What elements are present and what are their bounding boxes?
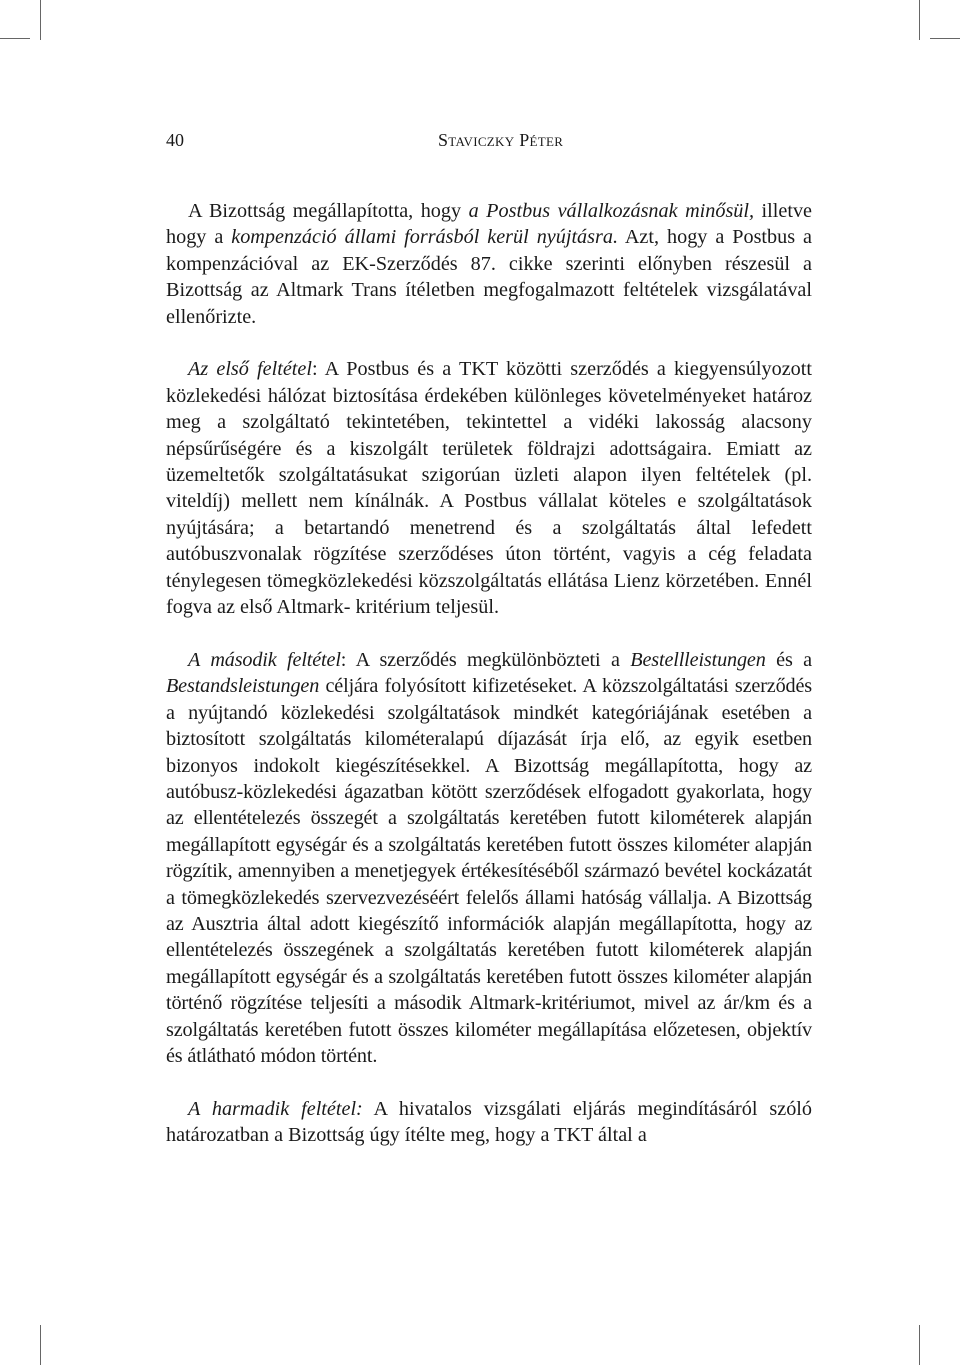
italic-run: a Postbus vállalkozásnak minősül, [468,200,755,222]
paragraph [166,198,812,330]
crop-mark [40,0,41,40]
text-run: illetve hogy a [166,200,813,249]
italic-run: A harmadik feltétel: [188,1097,363,1120]
crop-mark [919,0,920,40]
text-run: Azt, hogy a Postbus a kompenzációval az EK-Szerződés 87. cikke szerinti előnyben részesül a Bizottság az Altmark Trans ítéletben megfogalmazott feltételek vizsgálatával ellenőrizte. [166,226,812,328]
crop-mark [930,38,960,39]
italic-run: kompenzáció állami forrásból kerül nyújtásra. [231,226,619,249]
italic-run: Bestandsleistungen [166,675,320,698]
page-number: 40 [166,130,184,150]
italic-run: Az első feltétel [188,358,312,381]
text-run: A hivatalos vizsgálati eljárás megindításáról szóló határozatban a Bizottság úgy ítélte meg, hogy a TKT által a [166,1097,812,1147]
italic-run: A második feltétel [188,648,341,671]
page-header [166,130,812,154]
text-run: : A szerződés megkülönbözteti a [340,648,631,671]
crop-mark [919,1325,920,1365]
text-run: A Bizottság megállapította, hogy [188,200,469,222]
text-run: : A Postbus és a TKT közötti szerződés a kiegyensúlyozott közlekedési hálózat biztosítása érdekében különleges követelményeket határoz meg a szolgáltató tekintetében, tekintettel a vidéki lakosság alacsony népsűrűségére és a kiszolgált területek földrajzi adottságaira. Emiatt az üzemeltetők szolgáltatásukat szigorúan üzleti alapon ilyen feltételek (pl. viteldíj) mellett nem kínálnák. A Postbus vállalat köteles e szolgáltatások nyújtására; a betartandó menetrend és a szolgáltatás által lefedett autóbuszvonalak rögzítése szerződéses úton történt, vagyis a cég feladata ténylegesen tömegközlekedési közszolgáltatás ellátása Lienz körzetében. Ennél fogva az első Altmark- kritérium teljesül. [166,358,812,619]
paragraph [166,1096,812,1149]
paragraph [166,647,812,1070]
italic-run: Bestellleistungen [630,648,766,671]
body-text [166,198,812,1149]
crop-mark [0,38,30,39]
paragraph [166,356,812,620]
crop-mark [40,1325,41,1365]
text-run: céljára folyósított kifizetéseket. A közszolgáltatási szerződés a nyújtandó közlekedési szolgáltatások mindkét kategóriájának esetében a biztosított szolgáltatás kilométeralapú díjazását írja elő, az egyik esetben bizonyos indokolt kiegészítésekkel. A Bizottság megállapította, hogy az autóbusz-közlekedési ágazatban kötött szerződések elfogadott gyakorlata, hogy az ellentételezés összegét a szolgáltatás keretében futott kilométerek alapján megállapított egységár és a szolgáltatás keretében futott összes kilométer alapján rögzítik, amennyiben a menetjegyek értékesítéséből származó bevétel kockázatát a tömegközlekedés szervezvezéséért felelős állami hatóság vállalja. A Bizottság az Ausztria által adott kiegészítő információk alapján megállapította, hogy az ellentételezés összegének a szolgáltatás keretében futott kilométerek alapján megállapított egységár és a szolgáltatás keretében futott összes kilométer alapján történő rögzítése teljesíti a második Altmark-kritériumot, mivel az ár/km és a szolgáltatás keretében futott összes kilométer megállapítása előzetesen, objektív és átlátható módon történt. [166,675,812,1067]
running-head: Staviczky Péter [438,130,564,150]
text-run: és a [765,648,812,671]
